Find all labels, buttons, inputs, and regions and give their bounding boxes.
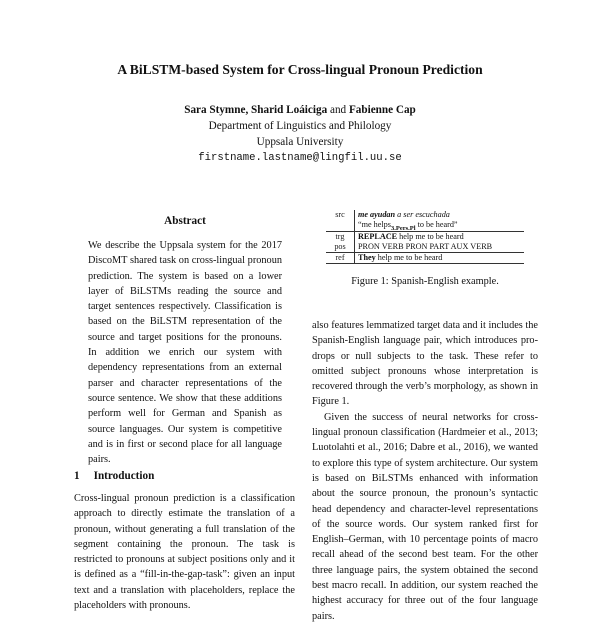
pos-tags: PRON VERB PRON PART AUX VERB xyxy=(358,242,493,251)
gloss-close: to be heard” xyxy=(415,220,458,229)
src-highlight: me ayudan xyxy=(358,210,396,219)
intro-text: Cross-lingual pronoun prediction is a classification approach to directly estimate the translation of a pronoun, without generating a full translation of the segment containing the pronoun. The task is restricted to pronouns at subject positions only and it is defined as a “fill-in-the-gap-task”: given an input text and a translation with placeholders, replace the placeholders with pronouns. xyxy=(74,493,295,612)
row-label-pos: pos xyxy=(326,242,355,253)
abstract-text: We describe the Uppsala system for the 2017 DiscoMT shared task on cross-lingual pronoun prediction. The system is based on a lower layer of BiLSTMs reading the source and target sentences respectively. Classification is based on the BiLSTM representation of the source and target positions for the pronouns. In addition we enrich our system with dependency representations from an external parser and character representations of the source sentence. We show that these additions perform well for German and Spanish as source languages. Our system is competitive and is in first or second place for all language pairs. xyxy=(88,240,282,466)
row-label-trg: trg xyxy=(326,232,355,243)
trg-placeholder: REPLACE xyxy=(358,232,398,241)
right-column-text xyxy=(312,318,538,624)
figure-row-src xyxy=(326,210,524,220)
author-names: Sara Stymne, Sharid Loáiciga xyxy=(184,104,328,116)
author-email: firstname.lastname@lingfil.uu.se xyxy=(198,152,402,164)
figure-row-trg xyxy=(326,232,524,243)
author-list xyxy=(0,104,600,116)
section-number: 1 xyxy=(74,470,80,482)
ref-pronoun: They xyxy=(358,253,376,262)
src-rest: a ser escuchada xyxy=(395,210,450,219)
abstract-heading: Abstract xyxy=(164,215,206,227)
paragraph-2: Given the success of neural networks for cross-lingual pronoun classification (Hardmeier et al., 2013; Luotolahti et al., 2016; Dabre et al., 2016), we wanted to explore this type of system architecture. Our system is based on BiLSTMs enhanced with information about the source pronoun, the pronoun’s syntactic head dependency and character-level representations of the source words. Our system ranked first for English–German, with 10 percentage points of macro recall ahead of the second best team. For the other three language pairs, the system obtained the second best macro recall. In addition, our system reached the highest accuracy for three out of the four language pairs. xyxy=(312,411,538,622)
ref-rest: help me to be heard xyxy=(375,253,443,262)
trg-rest: help me to be heard xyxy=(397,232,464,241)
section-heading xyxy=(74,470,154,482)
author-and: and xyxy=(329,104,347,116)
paper-title: A BiLSTM-based System for Cross-lingual Pronoun Prediction xyxy=(117,62,483,77)
row-label-ref: ref xyxy=(326,253,355,264)
figure-row-pos xyxy=(326,242,524,253)
gloss-subscript: 3.Pers.Pl xyxy=(390,225,416,232)
figure-row-gloss xyxy=(326,220,524,232)
university: Uppsala University xyxy=(256,136,344,148)
gloss-open: “me helps xyxy=(358,220,391,229)
department: Department of Linguistics and Philology xyxy=(208,120,392,132)
figure-caption: Figure 1: Spanish-English example. xyxy=(351,276,499,287)
author-last: Fabienne Cap xyxy=(348,104,416,116)
section-title: Introduction xyxy=(93,470,155,482)
figure-row-ref xyxy=(326,253,524,264)
paragraph-1: also features lemmatized target data and it includes the Spanish-English language pair, which introduces pro-drops or null subjects to the task. These refer to omitted subject pronouns whose interpretation is recovered through the verb’s morphology, as shown in Figure 1. xyxy=(312,320,538,408)
figure-1-table xyxy=(326,210,524,264)
row-label-src: src xyxy=(326,210,355,220)
